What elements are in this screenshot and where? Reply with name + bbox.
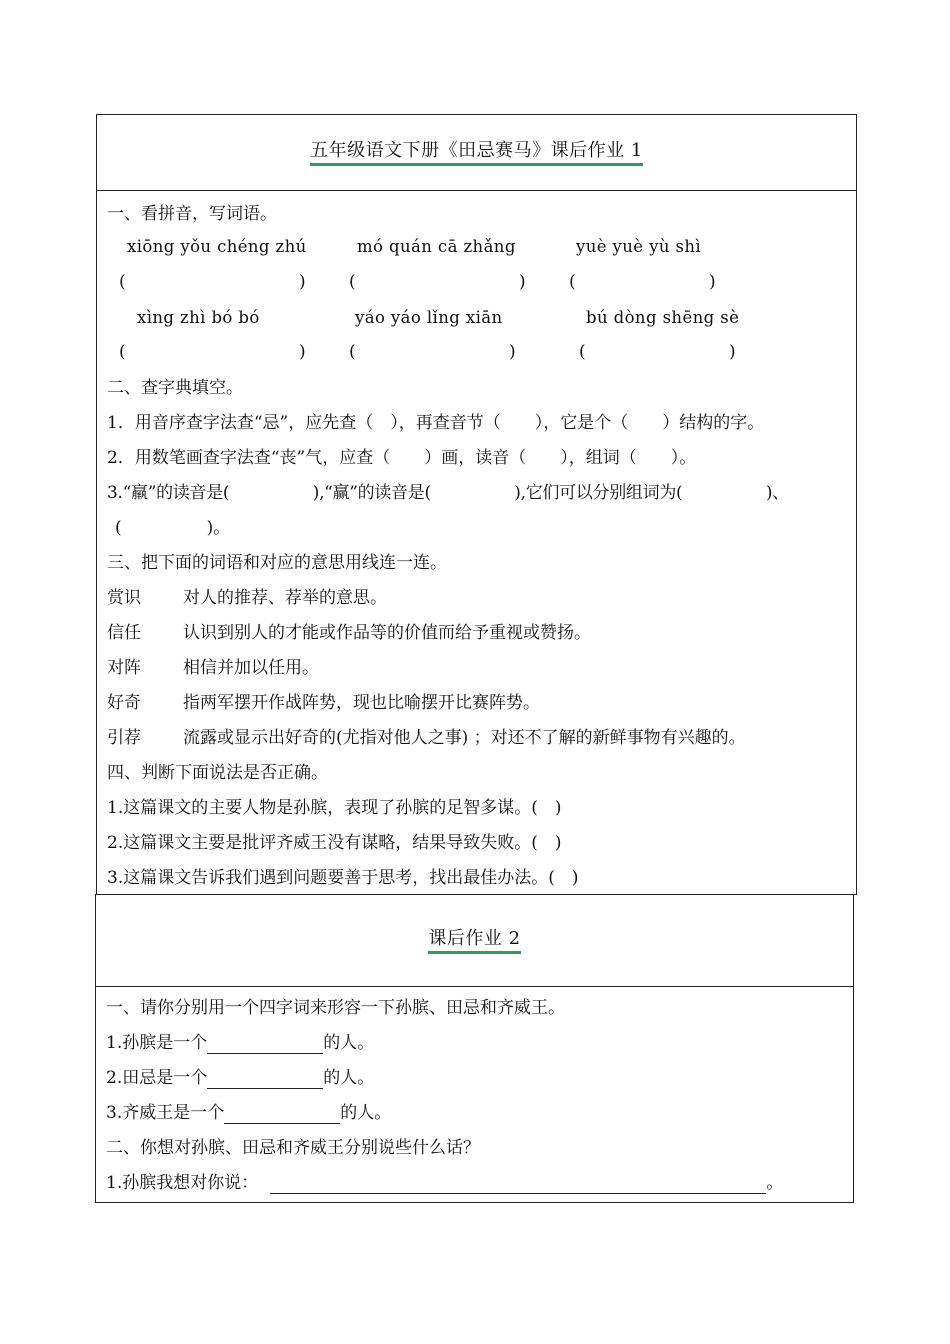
match-row: [107, 727, 746, 749]
pinyin-4: xìng zhì bó bó: [137, 308, 260, 327]
match-word: 好奇: [107, 693, 141, 713]
match-meaning: 指两军摆开作战阵势，现也比喻摆开比赛阵势。: [183, 693, 540, 713]
match-row: [107, 622, 591, 644]
section-1-heading: 一、看拼音，写词语。: [107, 204, 277, 224]
describe-suffix: 的人。: [323, 1033, 375, 1053]
answer-paren-close: ): [299, 342, 306, 362]
answer-paren-close: ): [709, 272, 716, 292]
describe-prefix: 3.齐威王是一个: [106, 1103, 225, 1123]
answer-paren-open: (: [579, 342, 586, 362]
match-row: [107, 657, 319, 679]
match-row: [107, 692, 540, 714]
match-word: 引荐: [107, 728, 141, 748]
homework-1-title: 五年级语文下册《田忌赛马》课后作业 1: [310, 140, 643, 166]
describe-item: [106, 1032, 374, 1054]
answer-paren-close: ): [729, 342, 736, 362]
true-false-item: 1.这篇课文的主要人物是孙膑，表现了孙膑的足智多谋。( ): [107, 798, 562, 818]
true-false-item: 2.这篇课文主要是批评齐威王没有谋略，结果导致失败。( ): [107, 833, 562, 853]
answer-paren-open: (: [569, 272, 576, 292]
homework-1-card: [96, 114, 857, 895]
section-4-heading: 四、判断下面说法是否正确。: [107, 763, 328, 783]
match-meaning: 认识到别人的才能或作品等的价值而给予重视或赞扬。: [183, 623, 591, 643]
match-meaning: 相信并加以任用。: [183, 658, 319, 678]
pinyin-2: mó quán cā zhǎng: [357, 237, 516, 256]
match-word: 赏识: [107, 588, 141, 608]
answer-paren-open: (: [119, 342, 126, 362]
homework-2-card: [95, 894, 854, 1203]
match-word: 对阵: [107, 658, 141, 678]
answer-blank[interactable]: [207, 1070, 323, 1089]
answer-paren-close: ): [519, 272, 526, 292]
pinyin-1: xiōng yǒu chéng zhú: [127, 237, 307, 256]
pinyin-5: yáo yáo lǐng xiān: [355, 308, 503, 327]
answer-blank[interactable]: [207, 1035, 323, 1054]
answer-paren-open: (: [119, 272, 126, 292]
homework-2-header: [96, 895, 853, 987]
homework-2-title: 课后作业 2: [428, 928, 520, 954]
describe-item: [106, 1102, 391, 1124]
dictionary-question-2: 2．用数笔画查字法查“丧”气，应查（ ）画，读音（ ），组词（ ）。: [107, 448, 697, 468]
message-item: [106, 1172, 783, 1194]
describe-suffix: 的人。: [340, 1103, 392, 1123]
hw2-section-1-heading: 一、请你分别用一个四字词来形容一下孙膑、田忌和齐威王。: [106, 998, 565, 1018]
answer-paren-close: ): [299, 272, 306, 292]
match-meaning: 流露或显示出好奇的(尤指对他人之事) ；对还不了解的新鲜事物有兴趣的。: [183, 728, 746, 748]
message-prefix: 1.孙膑我想对你说：: [106, 1173, 259, 1193]
dictionary-question-3-cont: ( )。: [115, 518, 231, 538]
dictionary-question-3: 3.“羸”的读音是( ),“赢”的读音是( ),它们可以分别组词为( )、: [107, 483, 789, 503]
pinyin-6: bú dòng shēng sè: [586, 308, 740, 327]
describe-suffix: 的人。: [323, 1068, 375, 1088]
match-word: 信任: [107, 623, 141, 643]
dictionary-question-1: 1．用音序查字法查“忌”，应先查（ ），再查音节（ ），它是个（ ）结构的字。: [107, 413, 765, 433]
match-meaning: 对人的推荐、荐举的意思。: [183, 588, 387, 608]
true-false-item: 3.这篇课文告诉我们遇到问题要善于思考，找出最佳办法。( ): [107, 868, 579, 888]
message-blank[interactable]: [270, 1175, 766, 1194]
describe-prefix: 1.孙膑是一个: [106, 1033, 208, 1053]
pinyin-3: yuè yuè yù shì: [576, 237, 702, 256]
answer-paren-close: ): [509, 342, 516, 362]
homework-1-header: [97, 115, 856, 191]
section-2-heading: 二、查字典填空。: [107, 378, 243, 398]
section-3-heading: 三、把下面的词语和对应的意思用线连一连。: [107, 553, 447, 573]
message-suffix: 。: [766, 1173, 784, 1193]
answer-blank[interactable]: [224, 1105, 340, 1124]
answer-paren-open: (: [349, 342, 356, 362]
answer-paren-open: (: [349, 272, 356, 292]
describe-item: [106, 1067, 374, 1089]
match-row: [107, 587, 387, 609]
hw2-section-2-heading: 二、你想对孙膑、田忌和齐威王分别说些什么话？: [106, 1138, 480, 1158]
describe-prefix: 2.田忌是一个: [106, 1068, 208, 1088]
